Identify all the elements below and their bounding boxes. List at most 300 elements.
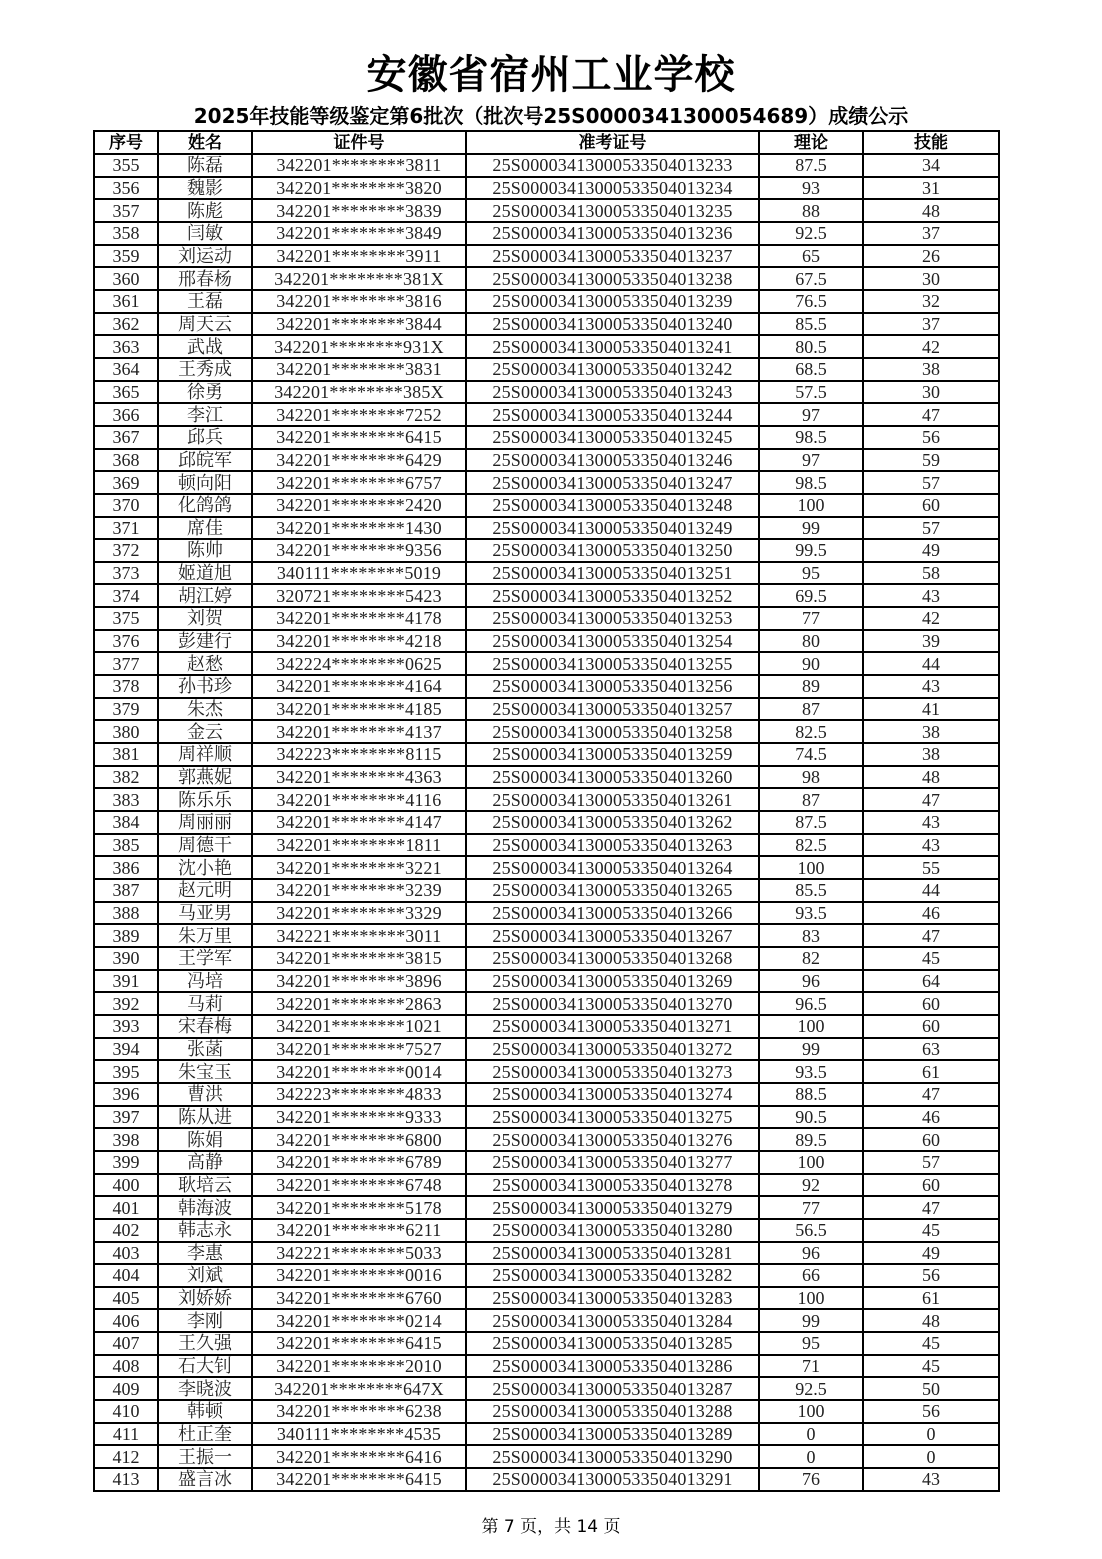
skill-score-cell: 41 — [863, 698, 999, 721]
theory-score-cell: 98.5 — [759, 426, 863, 449]
skill-score-cell: 45 — [863, 1332, 999, 1355]
name-cell: 胡江婷 — [158, 584, 252, 607]
id-number-cell: 342201********1021 — [252, 1015, 466, 1038]
id-number-cell: 342201********3849 — [252, 222, 466, 245]
theory-score-cell: 90.5 — [759, 1106, 863, 1129]
exam-number-cell: 25S00003413000533504013265 — [466, 879, 759, 902]
table-row — [94, 947, 999, 970]
name-cell: 朱万里 — [158, 924, 252, 947]
exam-number-cell: 25S00003413000533504013271 — [466, 1015, 759, 1038]
theory-score-cell: 92 — [759, 1174, 863, 1197]
theory-score-cell: 88 — [759, 199, 863, 222]
id-number-cell: 342201********3816 — [252, 290, 466, 313]
exam-number-cell: 25S00003413000533504013238 — [466, 267, 759, 290]
exam-number-cell: 25S00003413000533504013252 — [466, 584, 759, 607]
theory-score-cell: 100 — [759, 1400, 863, 1423]
theory-score-cell: 76 — [759, 1468, 863, 1491]
skill-score-cell: 42 — [863, 335, 999, 358]
exam-number-cell: 25S00003413000533504013233 — [466, 154, 759, 177]
name-cell: 赵元明 — [158, 879, 252, 902]
table-row — [94, 630, 999, 653]
skill-score-cell: 50 — [863, 1377, 999, 1400]
theory-score-cell: 93.5 — [759, 902, 863, 925]
theory-score-cell: 93 — [759, 177, 863, 200]
theory-score-cell: 68.5 — [759, 358, 863, 381]
theory-score-cell: 100 — [759, 494, 863, 517]
name-cell: 陈娟 — [158, 1128, 252, 1151]
table-row — [94, 743, 999, 766]
theory-score-cell: 77 — [759, 607, 863, 630]
table-row — [94, 1219, 999, 1242]
id-number-cell: 342224********0625 — [252, 652, 466, 675]
name-cell: 朱杰 — [158, 698, 252, 721]
exam-number-cell: 25S00003413000533504013244 — [466, 403, 759, 426]
id-number-cell: 342201********4116 — [252, 788, 466, 811]
table-row — [94, 494, 999, 517]
seq-cell: 356 — [94, 177, 158, 200]
table-row — [94, 698, 999, 721]
skill-score-cell: 0 — [863, 1445, 999, 1468]
seq-cell: 385 — [94, 834, 158, 857]
exam-number-cell: 25S00003413000533504013239 — [466, 290, 759, 313]
seq-cell: 405 — [94, 1287, 158, 1310]
seq-cell: 364 — [94, 358, 158, 381]
table-row — [94, 449, 999, 472]
table-row — [94, 403, 999, 426]
skill-score-cell: 47 — [863, 403, 999, 426]
theory-score-cell: 96 — [759, 1242, 863, 1265]
theory-score-cell: 82.5 — [759, 720, 863, 743]
id-number-cell: 342221********3011 — [252, 924, 466, 947]
id-number-cell: 342201********0014 — [252, 1060, 466, 1083]
page-title: 安徽省宿州工业学校 — [366, 52, 736, 98]
column-header-skill: 技能 — [863, 131, 999, 154]
theory-score-cell: 87 — [759, 698, 863, 721]
name-cell: 席佳 — [158, 517, 252, 540]
name-cell: 王学军 — [158, 947, 252, 970]
name-cell: 邱兵 — [158, 426, 252, 449]
id-number-cell: 342201********6238 — [252, 1400, 466, 1423]
theory-score-cell: 96 — [759, 970, 863, 993]
theory-score-cell: 82.5 — [759, 834, 863, 857]
id-number-cell: 342221********5033 — [252, 1242, 466, 1265]
name-cell: 武战 — [158, 335, 252, 358]
table-row — [94, 1287, 999, 1310]
name-cell: 陈彪 — [158, 199, 252, 222]
seq-cell: 357 — [94, 199, 158, 222]
skill-score-cell: 47 — [863, 1083, 999, 1106]
exam-number-cell: 25S00003413000533504013261 — [466, 788, 759, 811]
column-header-exam-number: 准考证号 — [466, 131, 759, 154]
seq-cell: 411 — [94, 1423, 158, 1446]
seq-cell: 403 — [94, 1242, 158, 1265]
name-cell: 马亚男 — [158, 902, 252, 925]
id-number-cell: 342201********9356 — [252, 539, 466, 562]
id-number-cell: 342201********6748 — [252, 1174, 466, 1197]
id-number-cell: 342201********3329 — [252, 902, 466, 925]
theory-score-cell: 0 — [759, 1445, 863, 1468]
seq-cell: 358 — [94, 222, 158, 245]
exam-number-cell: 25S00003413000533504013256 — [466, 675, 759, 698]
table-row — [94, 1400, 999, 1423]
exam-number-cell: 25S00003413000533504013285 — [466, 1332, 759, 1355]
table-row — [94, 471, 999, 494]
theory-score-cell: 56.5 — [759, 1219, 863, 1242]
theory-score-cell: 77 — [759, 1196, 863, 1219]
table-row — [94, 856, 999, 879]
table-row — [94, 517, 999, 540]
name-cell: 王秀成 — [158, 358, 252, 381]
id-number-cell: 342201********3831 — [252, 358, 466, 381]
id-number-cell: 342201********6211 — [252, 1219, 466, 1242]
name-cell: 刘运动 — [158, 245, 252, 268]
seq-cell: 368 — [94, 449, 158, 472]
exam-number-cell: 25S00003413000533504013272 — [466, 1038, 759, 1061]
exam-number-cell: 25S00003413000533504013270 — [466, 992, 759, 1015]
page-subtitle: 2025年技能等级鉴定第6批次（批次号25S0000341300054689）成绩公示 — [193, 104, 909, 128]
seq-cell: 374 — [94, 584, 158, 607]
table-header-row — [94, 131, 999, 154]
name-cell: 马莉 — [158, 992, 252, 1015]
seq-cell: 381 — [94, 743, 158, 766]
column-header-id-number: 证件号 — [252, 131, 466, 154]
skill-score-cell: 0 — [863, 1423, 999, 1446]
seq-cell: 382 — [94, 766, 158, 789]
column-header-seq: 序号 — [94, 131, 158, 154]
theory-score-cell: 100 — [759, 1015, 863, 1038]
table-row — [94, 834, 999, 857]
id-number-cell: 342201********4218 — [252, 630, 466, 653]
seq-cell: 407 — [94, 1332, 158, 1355]
skill-score-cell: 44 — [863, 652, 999, 675]
id-number-cell: 342201********0214 — [252, 1309, 466, 1332]
seq-cell: 363 — [94, 335, 158, 358]
seq-cell: 371 — [94, 517, 158, 540]
skill-score-cell: 61 — [863, 1287, 999, 1310]
seq-cell: 399 — [94, 1151, 158, 1174]
name-cell: 顿向阳 — [158, 471, 252, 494]
theory-score-cell: 95 — [759, 1332, 863, 1355]
id-number-cell: 342201********385X — [252, 381, 466, 404]
theory-score-cell: 65 — [759, 245, 863, 268]
theory-score-cell: 71 — [759, 1355, 863, 1378]
id-number-cell: 320721********5423 — [252, 584, 466, 607]
theory-score-cell: 97 — [759, 449, 863, 472]
id-number-cell: 340111********5019 — [252, 562, 466, 585]
table-row — [94, 1377, 999, 1400]
exam-number-cell: 25S00003413000533504013287 — [466, 1377, 759, 1400]
table-row — [94, 1264, 999, 1287]
seq-cell: 409 — [94, 1377, 158, 1400]
seq-cell: 388 — [94, 902, 158, 925]
name-cell: 李晓波 — [158, 1377, 252, 1400]
theory-score-cell: 90 — [759, 652, 863, 675]
theory-score-cell: 87 — [759, 788, 863, 811]
id-number-cell: 342201********3844 — [252, 313, 466, 336]
table-row — [94, 1038, 999, 1061]
theory-score-cell: 99 — [759, 517, 863, 540]
skill-score-cell: 48 — [863, 766, 999, 789]
skill-score-cell: 30 — [863, 267, 999, 290]
name-cell: 李惠 — [158, 1242, 252, 1265]
table-row — [94, 177, 999, 200]
exam-number-cell: 25S00003413000533504013243 — [466, 381, 759, 404]
name-cell: 彭建行 — [158, 630, 252, 653]
id-number-cell: 342201********4178 — [252, 607, 466, 630]
seq-cell: 380 — [94, 720, 158, 743]
exam-number-cell: 25S00003413000533504013267 — [466, 924, 759, 947]
table-row — [94, 199, 999, 222]
exam-number-cell: 25S00003413000533504013273 — [466, 1060, 759, 1083]
exam-number-cell: 25S00003413000533504013289 — [466, 1423, 759, 1446]
name-cell: 韩顿 — [158, 1400, 252, 1423]
table-row — [94, 1174, 999, 1197]
id-number-cell: 342201********2863 — [252, 992, 466, 1015]
id-number-cell: 342201********647X — [252, 1377, 466, 1400]
exam-number-cell: 25S00003413000533504013284 — [466, 1309, 759, 1332]
name-cell: 曹洪 — [158, 1083, 252, 1106]
exam-number-cell: 25S00003413000533504013276 — [466, 1128, 759, 1151]
table-row — [94, 970, 999, 993]
theory-score-cell: 100 — [759, 856, 863, 879]
table-row — [94, 1468, 999, 1491]
exam-number-cell: 25S00003413000533504013250 — [466, 539, 759, 562]
theory-score-cell: 87.5 — [759, 154, 863, 177]
exam-number-cell: 25S00003413000533504013245 — [466, 426, 759, 449]
theory-score-cell: 85.5 — [759, 313, 863, 336]
table-row — [94, 381, 999, 404]
column-header-name: 姓名 — [158, 131, 252, 154]
id-number-cell: 342201********1430 — [252, 517, 466, 540]
skill-score-cell: 26 — [863, 245, 999, 268]
table-row — [94, 675, 999, 698]
id-number-cell: 342201********3839 — [252, 199, 466, 222]
seq-cell: 401 — [94, 1196, 158, 1219]
id-number-cell: 342201********7252 — [252, 403, 466, 426]
skill-score-cell: 45 — [863, 1219, 999, 1242]
seq-cell: 378 — [94, 675, 158, 698]
theory-score-cell: 66 — [759, 1264, 863, 1287]
theory-score-cell: 85.5 — [759, 879, 863, 902]
seq-cell: 386 — [94, 856, 158, 879]
theory-score-cell: 82 — [759, 947, 863, 970]
theory-score-cell: 92.5 — [759, 1377, 863, 1400]
theory-score-cell: 99.5 — [759, 539, 863, 562]
id-number-cell: 342201********3815 — [252, 947, 466, 970]
name-cell: 刘斌 — [158, 1264, 252, 1287]
exam-number-cell: 25S00003413000533504013268 — [466, 947, 759, 970]
seq-cell: 377 — [94, 652, 158, 675]
exam-number-cell: 25S00003413000533504013260 — [466, 766, 759, 789]
theory-score-cell: 99 — [759, 1309, 863, 1332]
table-row — [94, 1106, 999, 1129]
name-cell: 王振一 — [158, 1445, 252, 1468]
skill-score-cell: 45 — [863, 947, 999, 970]
table-row — [94, 1445, 999, 1468]
exam-number-cell: 25S00003413000533504013281 — [466, 1242, 759, 1265]
id-number-cell: 342201********3911 — [252, 245, 466, 268]
skill-score-cell: 57 — [863, 517, 999, 540]
exam-number-cell: 25S00003413000533504013241 — [466, 335, 759, 358]
name-cell: 陈磊 — [158, 154, 252, 177]
skill-score-cell: 58 — [863, 562, 999, 585]
exam-number-cell: 25S00003413000533504013280 — [466, 1219, 759, 1242]
table-row — [94, 562, 999, 585]
table-row — [94, 607, 999, 630]
scores-table — [93, 130, 1000, 1492]
exam-number-cell: 25S00003413000533504013290 — [466, 1445, 759, 1468]
name-cell: 化鸽鸽 — [158, 494, 252, 517]
exam-number-cell: 25S00003413000533504013251 — [466, 562, 759, 585]
skill-score-cell: 45 — [863, 1355, 999, 1378]
id-number-cell: 342201********2010 — [252, 1355, 466, 1378]
id-number-cell: 342201********4185 — [252, 698, 466, 721]
name-cell: 金云 — [158, 720, 252, 743]
skill-score-cell: 48 — [863, 199, 999, 222]
table-row — [94, 313, 999, 336]
skill-score-cell: 38 — [863, 743, 999, 766]
id-number-cell: 342201********6415 — [252, 1468, 466, 1491]
seq-cell: 387 — [94, 879, 158, 902]
skill-score-cell: 46 — [863, 902, 999, 925]
id-number-cell: 342201********7527 — [252, 1038, 466, 1061]
exam-number-cell: 25S00003413000533504013236 — [466, 222, 759, 245]
theory-score-cell: 80.5 — [759, 335, 863, 358]
skill-score-cell: 43 — [863, 584, 999, 607]
table-row — [94, 1423, 999, 1446]
id-number-cell: 342201********6415 — [252, 1332, 466, 1355]
seq-cell: 366 — [94, 403, 158, 426]
seq-cell: 359 — [94, 245, 158, 268]
skill-score-cell: 38 — [863, 358, 999, 381]
table-row — [94, 335, 999, 358]
name-cell: 闫敏 — [158, 222, 252, 245]
table-row — [94, 1128, 999, 1151]
id-number-cell: 342201********6760 — [252, 1287, 466, 1310]
seq-cell: 379 — [94, 698, 158, 721]
seq-cell: 365 — [94, 381, 158, 404]
skill-score-cell: 64 — [863, 970, 999, 993]
table-row — [94, 1309, 999, 1332]
name-cell: 刘娇娇 — [158, 1287, 252, 1310]
exam-number-cell: 25S00003413000533504013288 — [466, 1400, 759, 1423]
skill-score-cell: 34 — [863, 154, 999, 177]
id-number-cell: 342201********2420 — [252, 494, 466, 517]
seq-cell: 389 — [94, 924, 158, 947]
seq-cell: 362 — [94, 313, 158, 336]
seq-cell: 375 — [94, 607, 158, 630]
id-number-cell: 342201********4363 — [252, 766, 466, 789]
theory-score-cell: 100 — [759, 1287, 863, 1310]
skill-score-cell: 57 — [863, 471, 999, 494]
skill-score-cell: 49 — [863, 539, 999, 562]
exam-number-cell: 25S00003413000533504013258 — [466, 720, 759, 743]
skill-score-cell: 49 — [863, 1242, 999, 1265]
table-row — [94, 358, 999, 381]
skill-score-cell: 55 — [863, 856, 999, 879]
seq-cell: 393 — [94, 1015, 158, 1038]
exam-number-cell: 25S00003413000533504013262 — [466, 811, 759, 834]
table-row — [94, 1196, 999, 1219]
table-row — [94, 584, 999, 607]
id-number-cell: 342201********381X — [252, 267, 466, 290]
skill-score-cell: 43 — [863, 675, 999, 698]
table-body — [94, 154, 999, 1491]
seq-cell: 373 — [94, 562, 158, 585]
skill-score-cell: 60 — [863, 1015, 999, 1038]
name-cell: 杜正奎 — [158, 1423, 252, 1446]
name-cell: 赵愁 — [158, 652, 252, 675]
seq-cell: 361 — [94, 290, 158, 313]
seq-cell: 383 — [94, 788, 158, 811]
exam-number-cell: 25S00003413000533504013242 — [466, 358, 759, 381]
theory-score-cell: 98 — [759, 766, 863, 789]
skill-score-cell: 59 — [863, 449, 999, 472]
table-row — [94, 267, 999, 290]
seq-cell: 413 — [94, 1468, 158, 1491]
page-number: 第 7 页，共 14 页 — [481, 1517, 621, 1537]
seq-cell: 372 — [94, 539, 158, 562]
skill-score-cell: 43 — [863, 1468, 999, 1491]
skill-score-cell: 47 — [863, 1196, 999, 1219]
table-row — [94, 290, 999, 313]
seq-cell: 408 — [94, 1355, 158, 1378]
seq-cell: 376 — [94, 630, 158, 653]
skill-score-cell: 37 — [863, 222, 999, 245]
seq-cell: 367 — [94, 426, 158, 449]
exam-number-cell: 25S00003413000533504013249 — [466, 517, 759, 540]
name-cell: 邢春杨 — [158, 267, 252, 290]
table-row — [94, 245, 999, 268]
exam-number-cell: 25S00003413000533504013246 — [466, 449, 759, 472]
seq-cell: 404 — [94, 1264, 158, 1287]
theory-score-cell: 97 — [759, 403, 863, 426]
skill-score-cell: 38 — [863, 720, 999, 743]
skill-score-cell: 47 — [863, 924, 999, 947]
skill-score-cell: 46 — [863, 1106, 999, 1129]
seq-cell: 402 — [94, 1219, 158, 1242]
exam-number-cell: 25S00003413000533504013264 — [466, 856, 759, 879]
table-row — [94, 1151, 999, 1174]
table-row — [94, 811, 999, 834]
table-row — [94, 720, 999, 743]
theory-score-cell: 99 — [759, 1038, 863, 1061]
name-cell: 耿培云 — [158, 1174, 252, 1197]
name-cell: 姬道旭 — [158, 562, 252, 585]
exam-number-cell: 25S00003413000533504013240 — [466, 313, 759, 336]
skill-score-cell: 56 — [863, 426, 999, 449]
table-row — [94, 652, 999, 675]
theory-score-cell: 80 — [759, 630, 863, 653]
seq-cell: 410 — [94, 1400, 158, 1423]
seq-cell: 398 — [94, 1128, 158, 1151]
name-cell: 李刚 — [158, 1309, 252, 1332]
exam-number-cell: 25S00003413000533504013278 — [466, 1174, 759, 1197]
id-number-cell: 342201********1811 — [252, 834, 466, 857]
theory-score-cell: 83 — [759, 924, 863, 947]
exam-number-cell: 25S00003413000533504013275 — [466, 1106, 759, 1129]
name-cell: 冯培 — [158, 970, 252, 993]
seq-cell: 355 — [94, 154, 158, 177]
table-row — [94, 222, 999, 245]
table-row — [94, 788, 999, 811]
id-number-cell: 342201********3820 — [252, 177, 466, 200]
table-row — [94, 1015, 999, 1038]
name-cell: 盛言冰 — [158, 1468, 252, 1491]
id-number-cell: 342201********6789 — [252, 1151, 466, 1174]
id-number-cell: 342201********9333 — [252, 1106, 466, 1129]
table-row — [94, 1355, 999, 1378]
